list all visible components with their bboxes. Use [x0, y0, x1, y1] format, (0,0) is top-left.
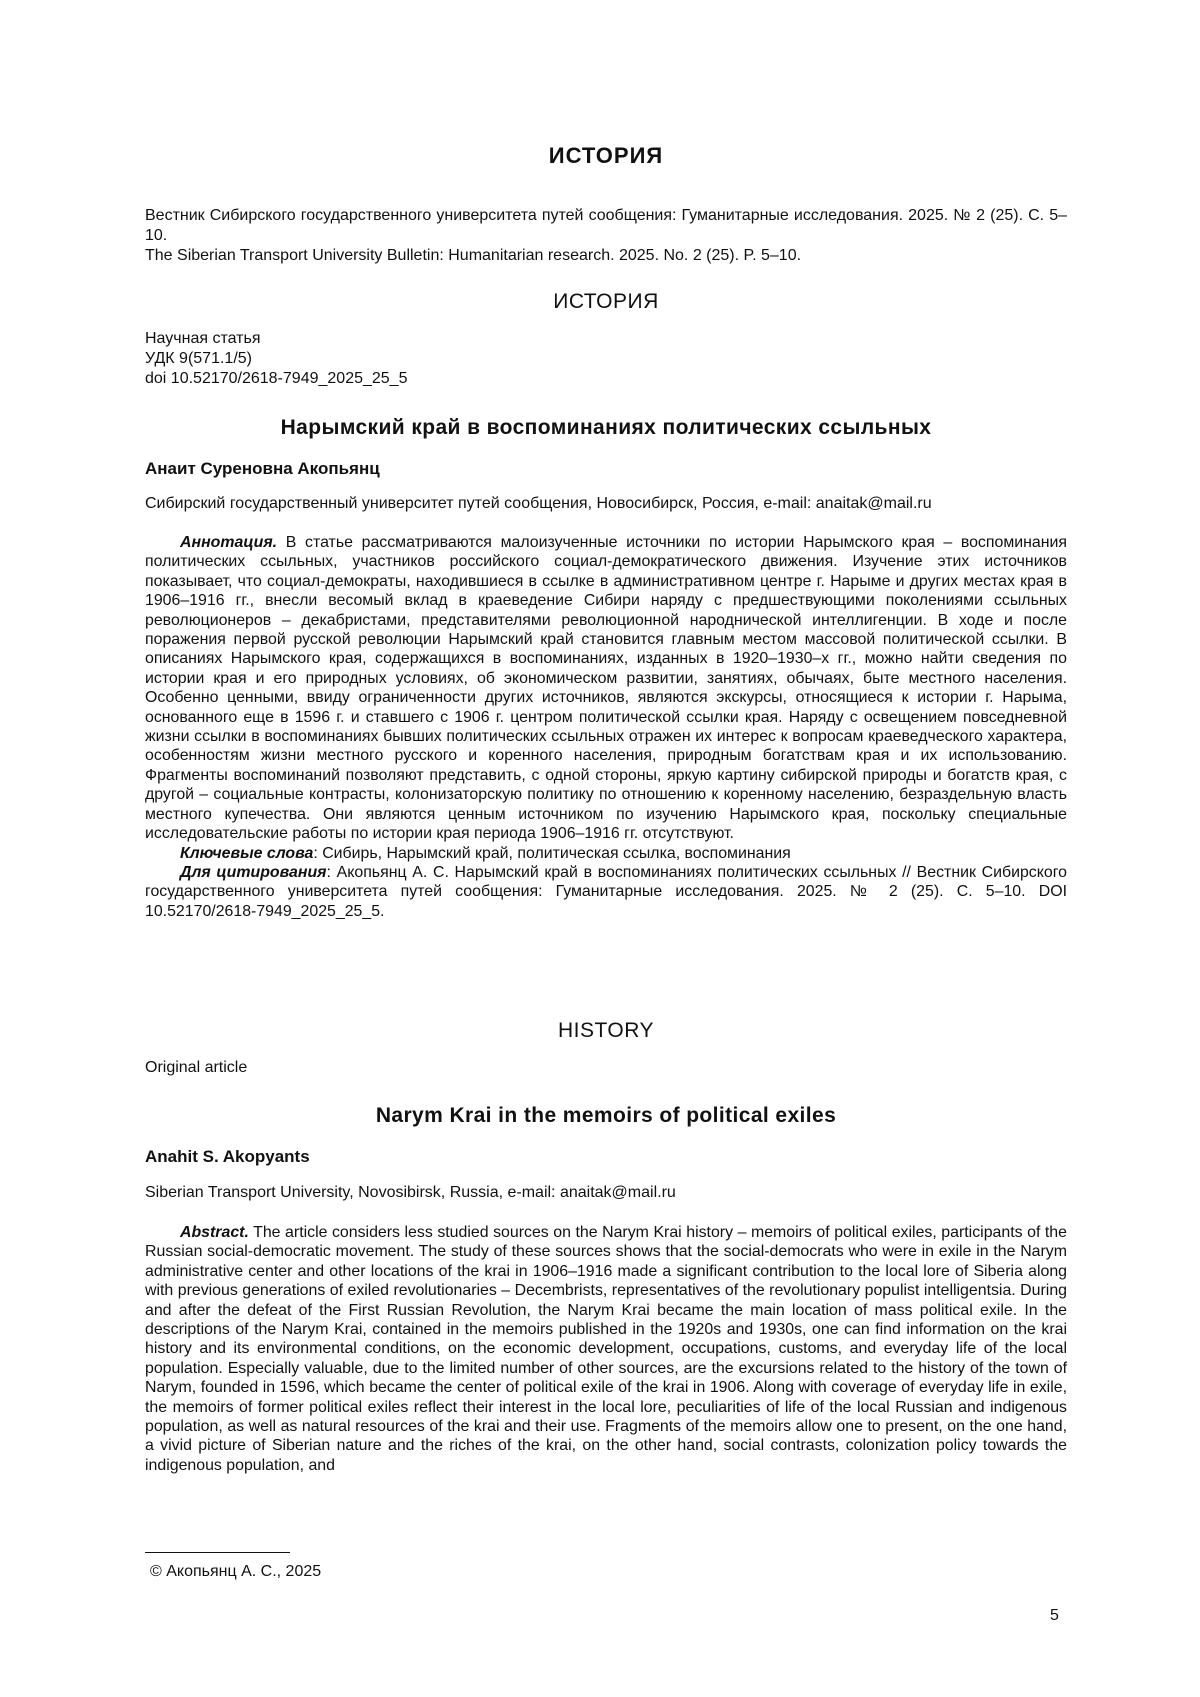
doi: doi 10.52170/2618-7949_2025_25_5 — [145, 370, 408, 387]
abstract-text-en: The article considers less studied sources on the Narym Krai history – memoirs of political exiles, participants of the Russian social-democratic movement. The study of these sources shows that the social-democrats who were in exile in the Narym administrative center and other locations of the krai in 1906–1916 made a significant contribution to the local lore of Siberia along with previous generations of exiled revolutionaries – Decembrists, representatives of the revolutionary populist intelligentsia. During and after the defeat of the First Russian Revolution, the Narym Krai became the main location of mass political exile. In the descriptions of the Narym Krai, contained in the memoirs published in the 1920s and 1930s, one can find information on the krai history and its environmental conditions, on the economic development, occupations, customs, and everyday life of the local population. Especially valuable, due to the limited number of other sources, are the excursions related to the history of the town of Narym, founded in 1596, which became the center of political exile of the krai in 1906. Along with coverage of everyday life in exile, the memoirs of former political exiles reflect their interest in the local lore, peculiarities of life of the local Russian and indigenous population, as well as natural resources of the krai and their use. Fragments of the memoirs allow one to present, on the one hand, a vivid picture of Siberian nature and the riches of the krai, on the other hand, social contrasts, colonization policy towards the indigenous population, and — [145, 1224, 1067, 1474]
journal-citation — [145, 206, 1067, 266]
keywords-ru — [145, 844, 1067, 863]
journal-citation-ru: Вестник Сибирского государственного университета путей сообщения: Гуманитарные исследования. 2025. № 2 (25). С. 5–10. — [145, 207, 1067, 244]
abstract-en-paragraph — [145, 1223, 1067, 1475]
article-meta-ru — [145, 329, 1067, 389]
cite-label-ru: Для цитирования — [180, 863, 327, 881]
abstract-en — [145, 1223, 1067, 1475]
citation-ru — [145, 863, 1067, 921]
udc: УДК 9(571.1/5) — [145, 350, 252, 367]
abstract-label-en: Abstract. — [180, 1224, 249, 1241]
keywords-text-ru: : Сибирь, Нарымский край, политическая ссылка, воспоминания — [313, 844, 791, 862]
abstract-text-ru: В статье рассматриваются малоизученные источники по истории Нарымского края – воспоминания политических ссыльных, участников российского социал-демократического движения. Изучение этих источников показывает, что социал-демократы, находившиеся в ссылке в административном центре г. Нарыме и других местах края в 1906–1916 гг., внесли весомый вклад в краеведение Сибири наряду с предшествующими поколениями ссыльных революционеров – декабристами, представителями революционной народнической интеллигенции. В ходе и после поражения первой русской революции Нарымский край становится главным местом массовой политической ссылки. В описаниях Нарымского края, содержащихся в воспоминаниях, изданных в 1920–1930–х гг., можно найти сведения по истории края и его природных условиях, об экономическом развитии, занятиях, обычаях, быте местного населения. Особенно ценными, ввиду ограниченности других источников, являются экскурсы, относящиеся к истории г. Нарыма, основанного еще в 1596 г. и ставшего с 1906 г. центром политической ссылки края. Наряду с освещением повседневной жизни ссылки в воспоминаниях бывших политических ссыльных отражен их интерес к вопросам краеведческого характера, особенностям жизни местного русского и коренного населения, природным богатствам края и их использованию. Фрагменты воспоминаний позволяют представить, с одной стороны, яркую картину сибирской природы и богатств края, с другой – социальные контрасты, колонизаторскую политику по отношению к коренному населению, безраздельную власть местного купечества. Они являются ценным источником по изучению Нарымского края, поскольку специальные исследовательские работы по истории края периода 1906–1916 гг. отсутствуют. — [145, 534, 1067, 843]
article-type-en-wrap — [145, 1058, 1067, 1078]
abstract-ru — [145, 533, 1067, 921]
journal-citation-en: The Siberian Transport University Bulletin: Humanitarian research. 2025. No. 2 (25). P. 5–10. — [145, 247, 802, 264]
running-section-title: ИСТОРИЯ — [548, 143, 664, 168]
section-heading-ru: ИСТОРИЯ — [553, 290, 659, 313]
author-ru: Анаит Суреновна Акопьянц — [145, 459, 380, 478]
footnote-rule — [145, 1552, 290, 1553]
affiliation-en-text: Siberian Transport University, Novosibirsk, Russia, e-mail: anaitak@mail.ru — [145, 1184, 676, 1201]
affiliation-en — [145, 1183, 1067, 1203]
abstract-ru-paragraph — [145, 533, 1067, 844]
affiliation-ru — [145, 494, 1067, 514]
author-en: Anahit S. Akopyants — [145, 1147, 310, 1166]
article-type-ru: Научная статья — [145, 330, 261, 347]
keywords-label-ru: Ключевые слова — [180, 844, 314, 862]
copyright-note: © Акопьянц А. С., 2025 — [150, 1563, 322, 1580]
page-number: 5 — [1050, 1607, 1059, 1624]
affiliation-ru-text: Сибирский государственный университет путей сообщения, Новосибирск, Россия, e-mail: anaitak@mail.ru — [145, 495, 932, 512]
abstract-label-ru: Аннотация. — [180, 534, 278, 551]
article-title-ru: Нарымский край в воспоминаниях политических ссыльных — [280, 416, 932, 439]
cite-text-ru: : Акопьянц А. С. Нарымский край в воспоминаниях политических ссыльных // Вестник Сибирского государственного университета путей сообщения: Гуманитарные исследования. 2025. № 2 (25). С. 5–10. DOI 10.52170/2618-7949_2025_25_5. — [145, 863, 1067, 920]
article-title-en: Narym Krai in the memoirs of political exiles — [375, 1104, 837, 1127]
section-heading-en: HISTORY — [557, 1019, 655, 1042]
article-type-en: Original article — [145, 1059, 248, 1076]
